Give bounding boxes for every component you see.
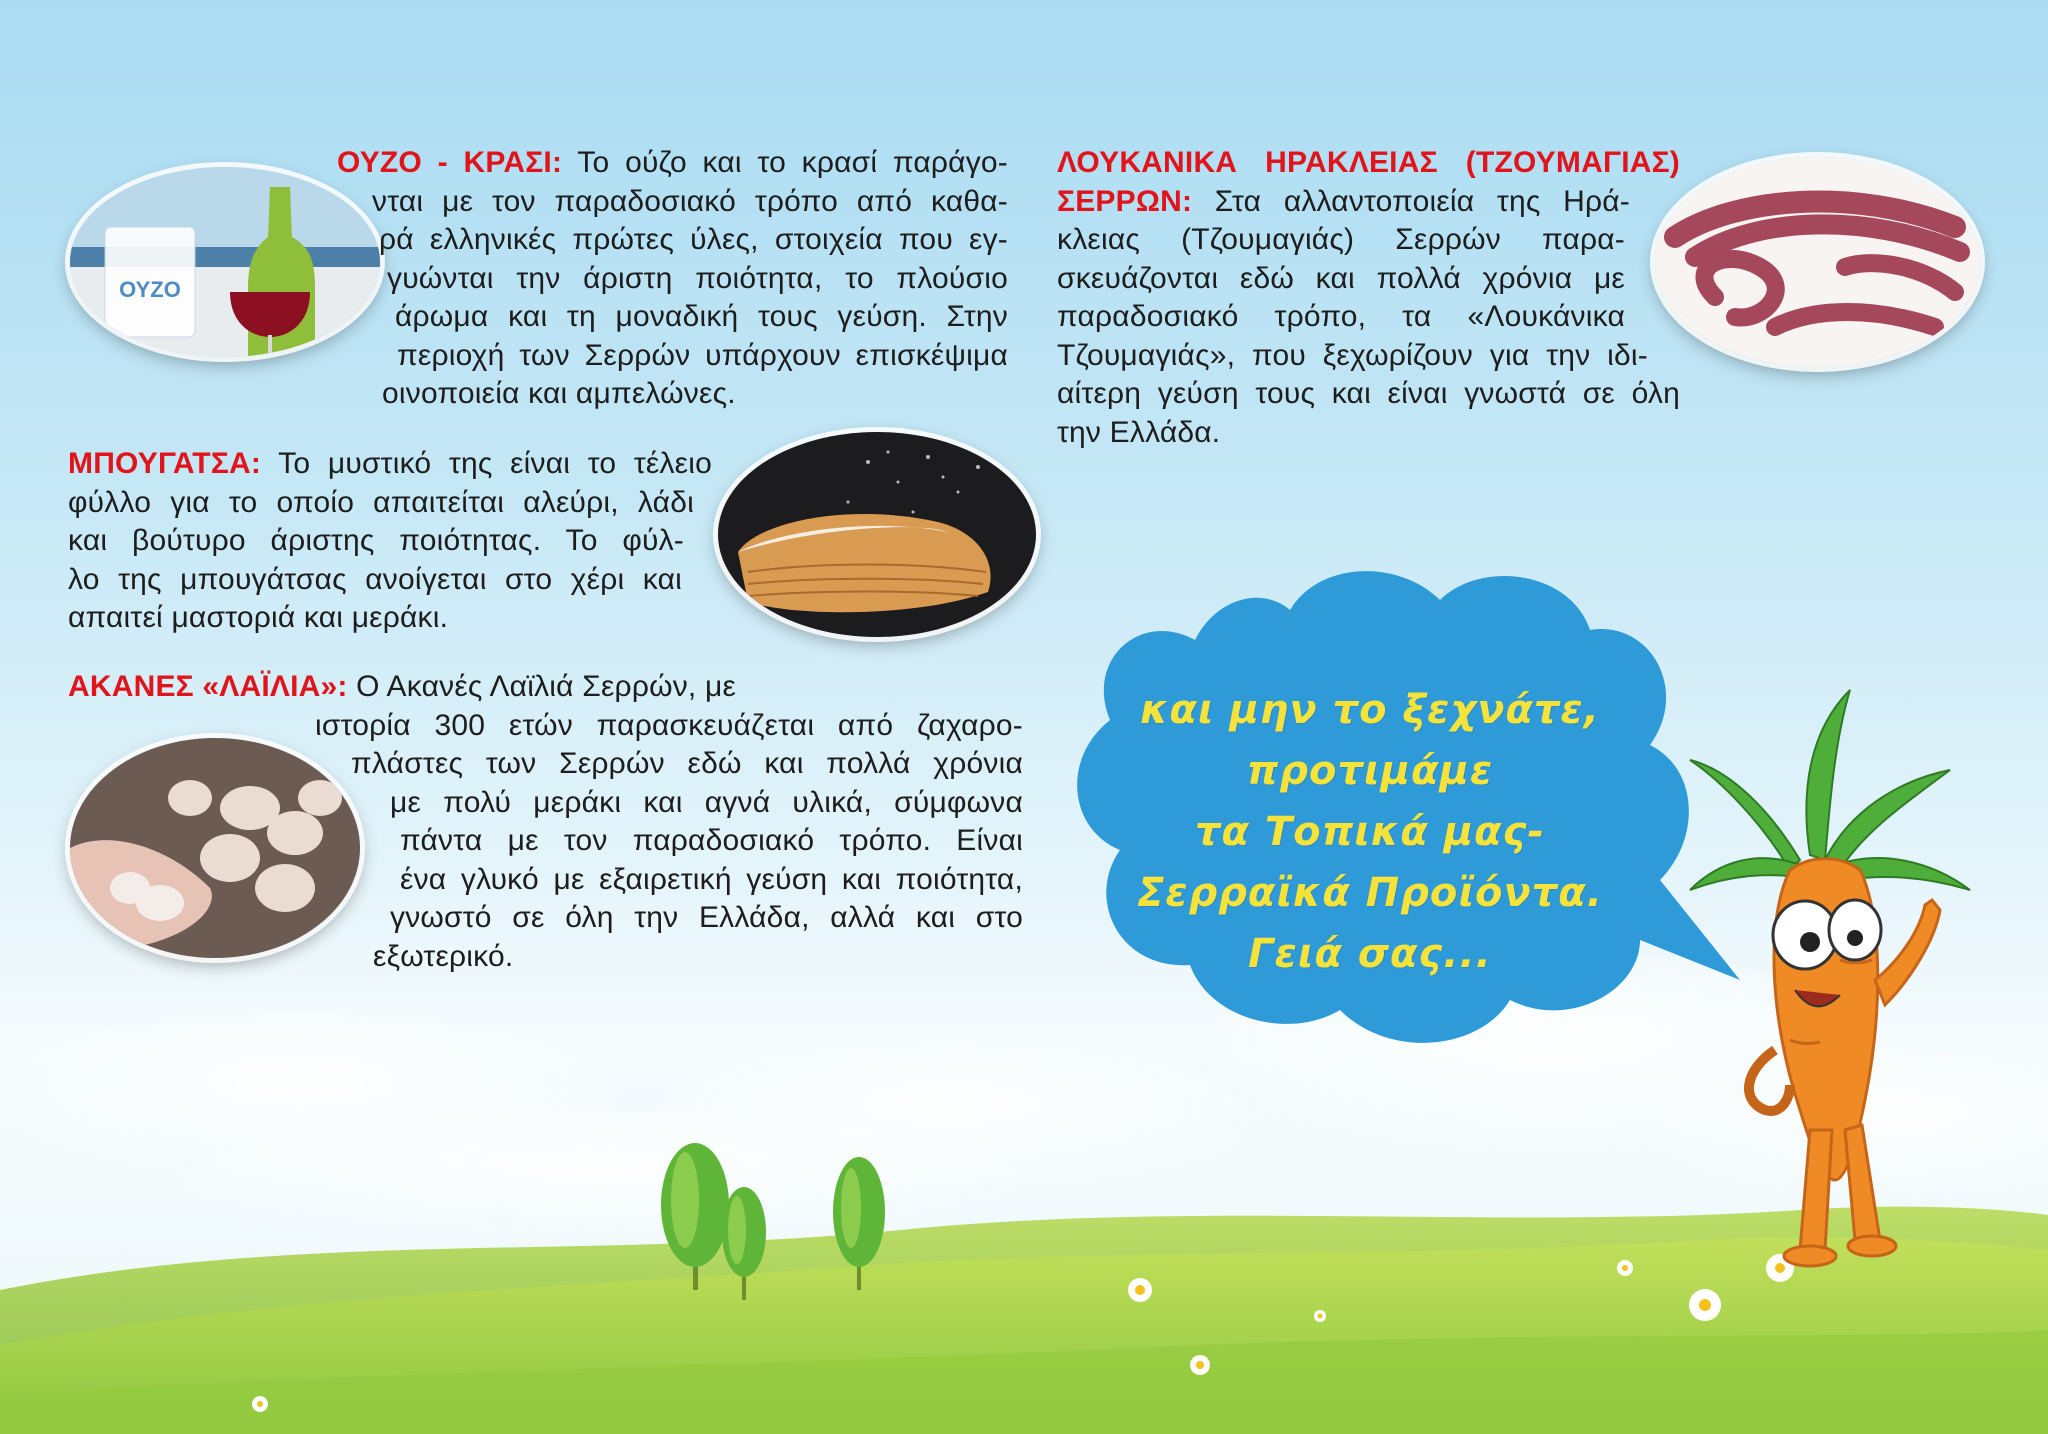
akanes-line: με πολύ μεράκι και αγνά υλικά, σύμφωνα bbox=[390, 785, 1023, 819]
akanes-section bbox=[68, 668, 1023, 976]
ouzo-line: οινοποιεία και αμπελώνες. bbox=[382, 377, 736, 410]
bubble-line: και μην το ξεχνάτε, bbox=[1140, 687, 1600, 733]
akanes-line: ιστορία 300 ετών παρασκευάζεται από ζαχαρο- bbox=[315, 708, 1023, 742]
bougatsa-line: Το μυστικό της είναι το τέλειο bbox=[261, 447, 712, 480]
bougatsa-section bbox=[68, 445, 712, 638]
ouzo-heading: ΟΥΖΟ - ΚΡΑΣΙ: bbox=[337, 146, 563, 179]
ouzo-section bbox=[337, 144, 1008, 414]
bougatsa-heading: ΜΠΟΥΓΑΤΣΑ: bbox=[68, 447, 262, 480]
bubble-line: Σερραϊκά Προϊόντα. bbox=[1137, 870, 1603, 916]
bougatsa-line: φύλλο για το οποίο απαιτείται αλεύρι, λάδι bbox=[68, 485, 694, 519]
ouzo-wine-photo bbox=[70, 167, 380, 357]
bubble-line: Γειά σας... bbox=[1248, 931, 1492, 977]
akanes-line: ένα γλυκό με εξαιρετική γεύση και ποιότητα, bbox=[400, 862, 1023, 896]
ouzo-line: περιοχή των Σερρών υπάρχουν επισκέψιμα bbox=[397, 338, 1008, 372]
ouzo-line: ρά ελληνικές πρώτες ύλες, στοιχεία που εγ- bbox=[379, 223, 1008, 256]
ouzo-line: Το ούζο και το κρασί παράγο- bbox=[562, 146, 1008, 179]
bougatsa-photo bbox=[718, 432, 1036, 637]
akanes-line: πάντα με τον παραδοσιακό τρόπο. Είναι bbox=[400, 824, 1023, 857]
akanes-line: Ο Ακανές Λαϊλιά Σερρών, με bbox=[347, 670, 737, 703]
sausage-photo bbox=[1655, 157, 1980, 367]
loukanika-line: Στα αλλαντοποιεία της Ηρά- bbox=[1192, 184, 1630, 218]
ouzo-line: άρωμα και τη μοναδική τους γεύση. Στην bbox=[395, 300, 1008, 333]
loukanika-line: Τζουμαγιάς», που ξεχωρίζουν για την ιδι- bbox=[1057, 338, 1648, 372]
loukanika-section bbox=[1057, 144, 1680, 452]
loukanika-line: σκευάζονται εδώ και πολλά χρόνια με bbox=[1057, 261, 1625, 295]
ouzo-line: νται με τον παραδοσιακό τρόπο από καθα- bbox=[372, 184, 1008, 218]
loukanika-line: την Ελλάδα. bbox=[1057, 415, 1221, 449]
akanes-line: γνωστό σε όλη την Ελλάδα, αλλά και στο bbox=[390, 901, 1023, 934]
bubble-message bbox=[1090, 680, 1650, 985]
akanes-line: πλάστες των Σερρών εδώ και πολλά χρόνια bbox=[351, 747, 1023, 780]
carrot-arm-hip bbox=[1749, 1050, 1790, 1111]
ouzo-line: γυώνται την άριστη ποιότητα, το πλούσιο bbox=[387, 261, 1008, 295]
carrot-arm-up bbox=[1875, 900, 1940, 1005]
bougatsa-line: απαιτεί μαστοριά και μεράκι. bbox=[68, 601, 449, 634]
carrot-eyes-icon bbox=[1773, 900, 1881, 969]
loukanika-heading-2: ΣΕΡΡΩΝ: bbox=[1057, 184, 1193, 218]
loukanika-line: αίτερη γεύση τους και είναι γνωστά σε όλη bbox=[1057, 377, 1680, 410]
ouzo-glass-label: ΟΥΖΟ bbox=[119, 277, 181, 302]
bubble-line: προτιμάμε bbox=[1246, 748, 1494, 794]
loukanika-heading: ΛΟΥΚΑΝΙΚΑ ΗΡΑΚΛΕΙΑΣ (ΤΖΟΥΜΑΓΙΑΣ) bbox=[1057, 146, 1680, 179]
loukanika-line: κλειας (Τζουμαγιάς) Σερρών παρα- bbox=[1057, 223, 1625, 256]
carrot-mascot bbox=[1650, 660, 2010, 1280]
bubble-line: τα Τοπικά μας- bbox=[1195, 809, 1545, 855]
loukanika-line: παραδοσιακό τρόπο, τα «Λουκάνικα bbox=[1057, 300, 1625, 333]
akanes-line: εξωτερικό. bbox=[373, 939, 514, 973]
akanes-heading: ΑΚΑΝΕΣ «ΛΑΪΛΙΑ»: bbox=[68, 670, 348, 703]
bougatsa-line: λο της μπουγάτσας ανοίγεται στο χέρι και bbox=[68, 562, 682, 596]
bougatsa-line: και βούτυρο άριστης ποιότητας. Το φύλ- bbox=[68, 524, 684, 557]
